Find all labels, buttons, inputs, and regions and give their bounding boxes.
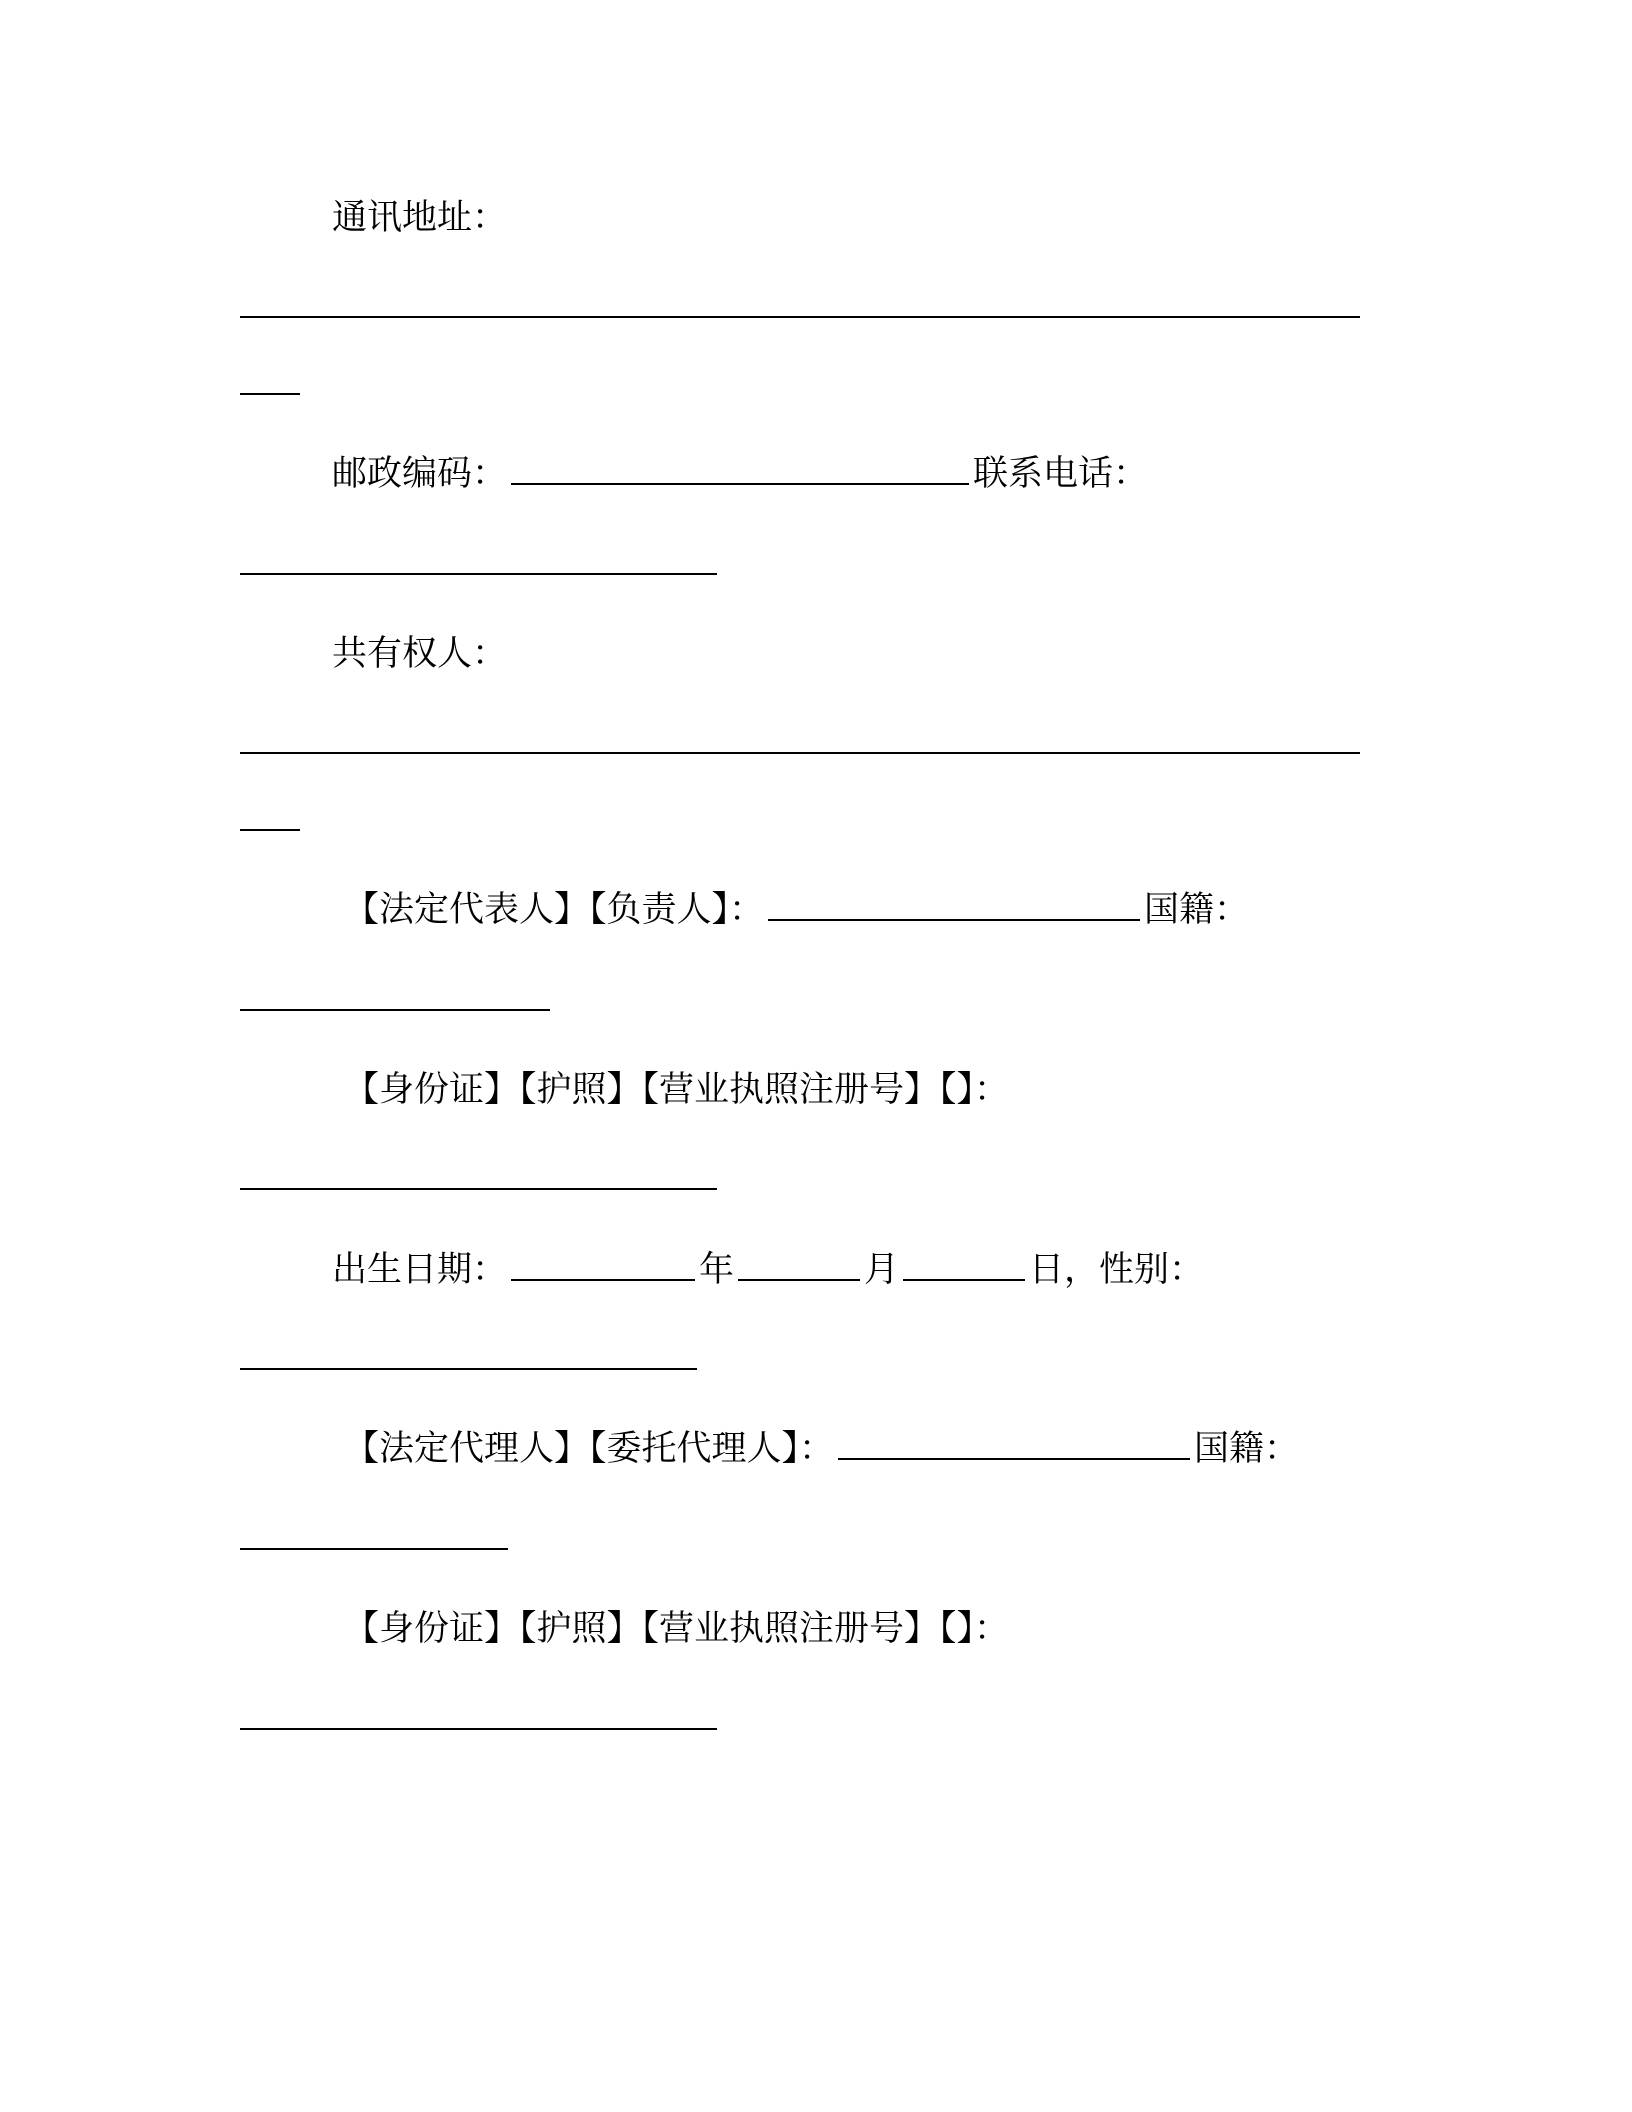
- birth-day-blank[interactable]: [903, 1249, 1025, 1281]
- agent-label: 【法定代理人】【委托代理人】：: [344, 1429, 835, 1469]
- birth-year-blank[interactable]: [511, 1249, 695, 1281]
- birth-label: 出生日期：: [332, 1250, 508, 1290]
- address-label: 通讯地址：: [332, 198, 508, 238]
- phone-label: 联系电话：: [973, 454, 1149, 494]
- birth-month-blank[interactable]: [738, 1249, 860, 1281]
- year-label: 年: [699, 1250, 735, 1290]
- agent-blank[interactable]: [838, 1428, 1190, 1460]
- birth-line: [332, 1248, 1204, 1292]
- coowner-line: [332, 632, 507, 676]
- id-line-1: [344, 1068, 1009, 1112]
- gender-blank[interactable]: [240, 1368, 697, 1370]
- legal-rep-line: [344, 888, 1249, 932]
- legal-rep-label: 【法定代表人】【负责人】：: [344, 890, 765, 930]
- id-label-2: 【身份证】【护照】【营业执照注册号】【】：: [344, 1609, 1010, 1649]
- month-label: 月: [864, 1250, 900, 1290]
- legal-rep-blank[interactable]: [768, 889, 1140, 921]
- nationality-label-2: 国籍：: [1194, 1429, 1300, 1469]
- postal-label: 邮政编码：: [332, 454, 508, 494]
- postal-phone-line: [332, 452, 1148, 496]
- id-label-1: 【身份证】【护照】【营业执照注册号】【】：: [344, 1070, 1010, 1110]
- address-line: [332, 196, 507, 240]
- nationality-blank-2[interactable]: [240, 1548, 508, 1550]
- coowner-blank-line-1[interactable]: [240, 752, 1360, 754]
- id-blank-1[interactable]: [240, 1188, 717, 1190]
- phone-blank[interactable]: [240, 573, 717, 575]
- agent-line: [344, 1427, 1299, 1471]
- day-gender-label: 日，性别：: [1029, 1250, 1205, 1290]
- coowner-label: 共有权人：: [332, 634, 508, 674]
- nationality-blank-1[interactable]: [240, 1009, 550, 1011]
- coowner-blank-line-2[interactable]: [240, 829, 300, 831]
- id-line-2: [344, 1607, 1009, 1651]
- address-blank-line-1[interactable]: [240, 316, 1360, 318]
- nationality-label-1: 国籍：: [1144, 890, 1250, 930]
- id-blank-2[interactable]: [240, 1728, 717, 1730]
- address-blank-line-2[interactable]: [240, 393, 300, 395]
- postal-blank[interactable]: [511, 453, 969, 485]
